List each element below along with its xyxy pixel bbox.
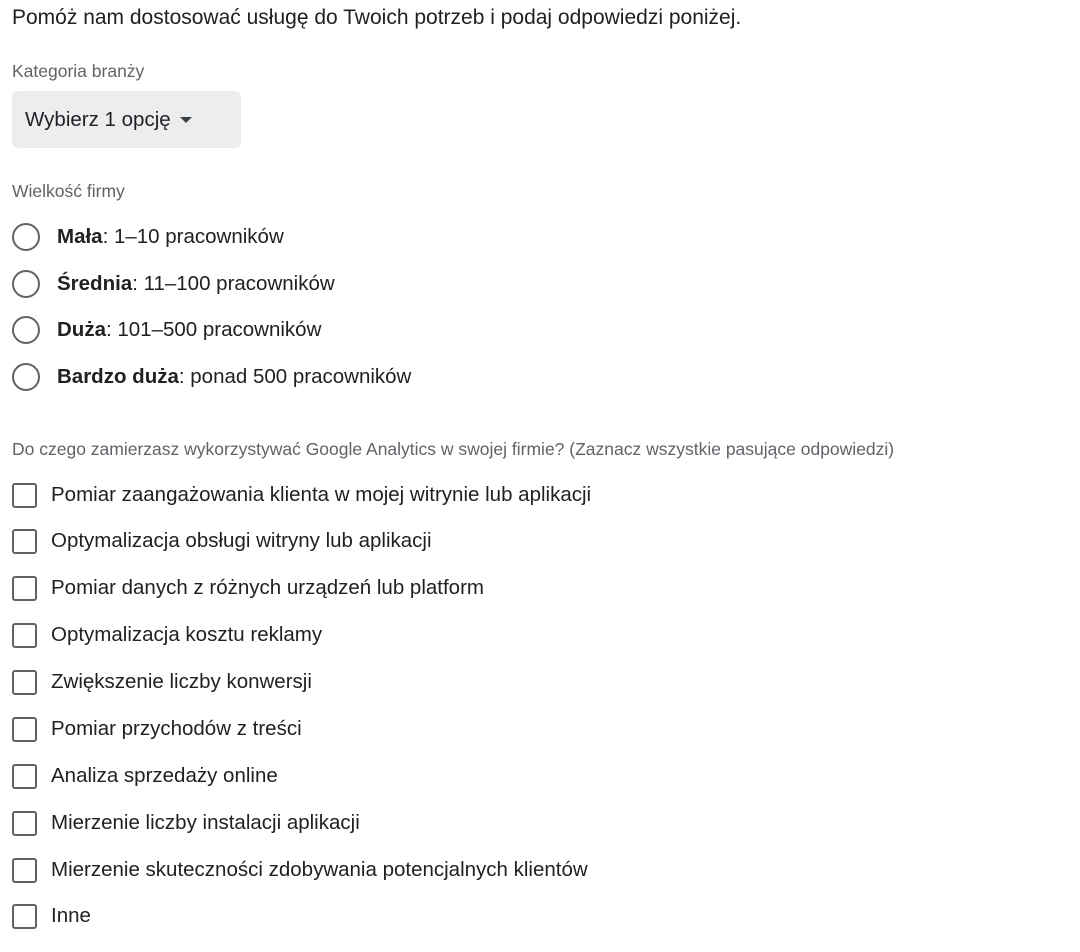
checkbox-online-sales[interactable] (12, 761, 278, 791)
checkbox-optimize-ad-cost[interactable] (12, 620, 322, 650)
checkbox-label: Mierzenie skuteczności zdobywania potencjalnych klientów (51, 858, 588, 881)
radio-size-large[interactable] (12, 314, 321, 346)
radio-label-rest: : 1–10 pracowników (102, 225, 284, 248)
checkbox-icon[interactable] (12, 576, 37, 601)
caret-down-icon (180, 117, 192, 123)
checkbox-icon[interactable] (12, 670, 37, 695)
checkbox-app-installs[interactable] (12, 808, 360, 838)
radio-label-rest: : 101–500 pracowników (105, 318, 322, 341)
radio-label-bold: Duża (57, 318, 106, 341)
radio-label-bold: Mała (57, 225, 103, 248)
radio-label-rest: : ponad 500 pracowników (178, 365, 412, 388)
radio-label (57, 318, 321, 342)
checkbox-icon[interactable] (12, 529, 37, 554)
checkbox-icon[interactable] (12, 764, 37, 789)
checkbox-icon[interactable] (12, 483, 37, 508)
checkbox-increase-conversions[interactable] (12, 667, 312, 697)
radio-button-icon[interactable] (12, 223, 40, 251)
radio-size-medium[interactable] (12, 268, 335, 300)
checkbox-icon[interactable] (12, 904, 37, 929)
checkbox-lead-generation[interactable] (12, 855, 588, 885)
checkbox-label: Optymalizacja kosztu reklamy (51, 623, 323, 646)
checkbox-icon[interactable] (12, 858, 37, 883)
radio-label (57, 365, 411, 389)
radio-label (57, 225, 284, 249)
checkbox-label: Optymalizacja obsługi witryny lub aplikacji (51, 529, 432, 552)
checkbox-measure-engagement[interactable] (12, 480, 591, 510)
intro-text: Pomóż nam dostosować usługę do Twoich potrzeb i podaj odpowiedzi poniżej. (12, 6, 742, 29)
checkbox-label: Zwiększenie liczby konwersji (51, 670, 312, 693)
radio-button-icon[interactable] (12, 363, 40, 391)
radio-size-small[interactable] (12, 221, 284, 253)
radio-size-very-large[interactable] (12, 361, 411, 393)
checkbox-label: Pomiar przychodów z treści (51, 717, 302, 740)
radio-label-bold: Średnia (57, 272, 133, 295)
radio-button-icon[interactable] (12, 316, 40, 344)
industry-category-label: Kategoria branży (12, 61, 145, 81)
checkbox-label: Analiza sprzedaży online (51, 764, 278, 787)
checkbox-label: Inne (51, 904, 91, 927)
checkbox-label: Mierzenie liczby instalacji aplikacji (51, 811, 360, 834)
checkbox-cross-device[interactable] (12, 573, 484, 603)
radio-label-rest: : 11–100 pracowników (132, 272, 335, 295)
radio-button-icon[interactable] (12, 270, 40, 298)
radio-label-bold: Bardzo duża (57, 365, 179, 388)
checkbox-optimize-experience[interactable] (12, 526, 432, 556)
checkbox-label: Pomiar danych z różnych urządzeń lub platform (51, 576, 484, 599)
dropdown-value: Wybierz 1 opcję (25, 107, 171, 131)
radio-label (57, 272, 335, 296)
checkbox-label: Pomiar zaangażowania klienta w mojej witrynie lub aplikacji (51, 483, 592, 506)
checkbox-icon[interactable] (12, 811, 37, 836)
checkbox-other[interactable] (12, 901, 91, 931)
checkbox-icon[interactable] (12, 623, 37, 648)
checkbox-content-revenue[interactable] (12, 714, 302, 744)
analytics-usage-label: Do czego zamierzasz wykorzystywać Google Analytics w swojej firmie? (Zaznacz wszystkie pasujące odpowiedzi) (12, 439, 895, 459)
checkbox-icon[interactable] (12, 717, 37, 742)
company-size-label: Wielkość firmy (12, 181, 125, 201)
industry-category-dropdown[interactable] (12, 91, 241, 148)
